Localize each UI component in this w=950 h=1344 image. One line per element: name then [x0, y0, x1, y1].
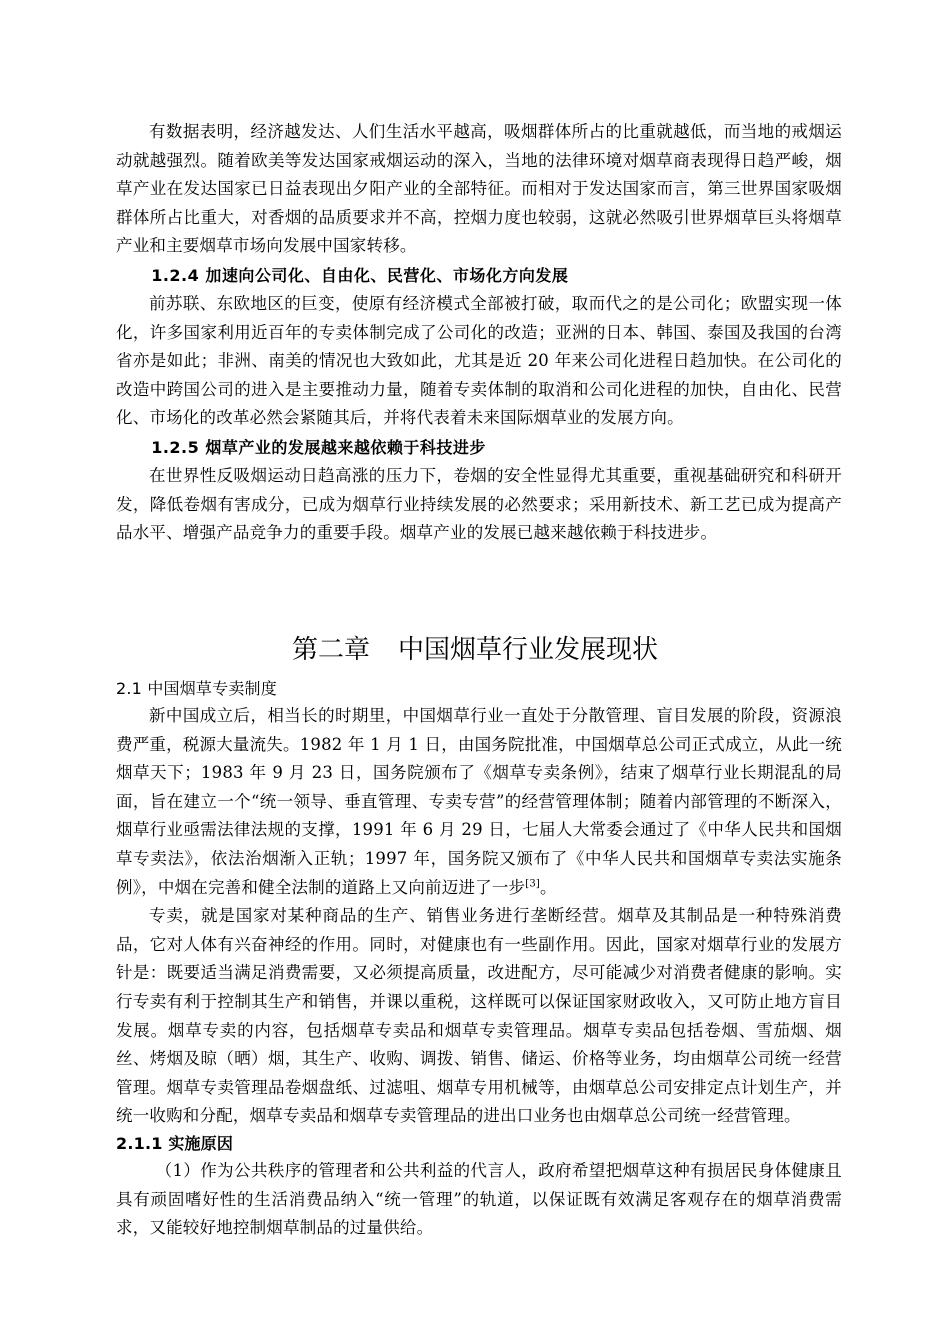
paragraph-monopoly-history-text: 新中国成立后，相当长的时期里，中国烟草行业一直处于分散管理、盲目发展的阶段，资源浪费严重，税源大量流失。1982 年 1 月 1 日，由国务院批准，中国烟草总公司正式成立，从此一统烟草天下；1983 年 9 月 23 日，国务院颁布了《烟草专卖条例》，结束了烟草行业长期混乱的局面，旨在建立一个“统一领导、垂直管理、专卖专营”的经营管理体制；随着内部管理的不断深入，烟草行业亟需法律法规的支撑，1991 年 6 月 29 日，七届人大常委会通过了《中华人民共和国烟草专卖法》，依法治烟渐入正轨；1997 年，国务院又颁布了《中华人民共和国烟草专卖法实施条例》，中烟在完善和健全法制的道路上又向前迈进了一步 [116, 706, 843, 897]
section-2-1-content [116, 676, 842, 1243]
chapter-title [0, 630, 950, 670]
heading-2-1: 2.1 中国烟草专卖制度 [116, 679, 277, 698]
paragraph-monopoly-definition: 专卖，就是国家对某种商品的生产、销售业务进行垄断经营。烟草及其制品是一种特殊消费品，它对人体有兴奋神经的作用。同时，对健康也有一些副作用。因此，国家对烟草行业的发展方针是：既要适当满足消费需要，又必须提高质量，改进配方，尽可能减少对消费者健康的影响。实行专卖有利于控制其生产和销售，并课以重税，这样既可以保证国家财政收入，又可防止地方盲目发展。烟草专卖的内容，包括烟草专卖品和烟草专卖管理品。烟草专卖品包括卷烟、雪茄烟、烟丝、烤烟及晾（晒）烟，其生产、收购、调拨、销售、储运、价格等业务，均由烟草公司统一经营管理。烟草专卖管理品卷烟盘纸、过滤咀、烟草专用机械等，由烟草总公司安排定点计划生产，并统一收购和分配，烟草专卖品和烟草专卖管理品的进出口业务也由烟草总公司统一经营管理。 [116, 906, 842, 1126]
heading-1-2-5: 1.2.5 烟草产业的发展越来越依赖于科技进步 [151, 437, 486, 457]
paragraph-developed-countries: 有数据表明，经济越发达、人们生活水平越高，吸烟群体所占的比重就越低，而当地的戒烟运动就越强烈。随着欧美等发达国家戒烟运动的深入，当地的法律环境对烟草商表现得日趋严峻，烟草产业在发达国家已日益表现出夕阳产业的全部特征。而相对于发达国家而言，第三世界国家吸烟群体所占比重大，对香烟的品质要求并不高，控烟力度也较弱，这就必然吸引世界烟草巨头将烟草产业和主要烟草市场向发展中国家转移。 [116, 122, 842, 256]
paragraph-monopoly-history [116, 702, 842, 902]
citation-reference: [3] [525, 878, 541, 890]
paragraph-technology: 在世界性反吸烟运动日趋高涨的压力下，卷烟的安全性显得尤其重要，重视基础研究和科研开发，降低卷烟有害成分，已成为烟草行业持续发展的必然要求；采用新技术、新工艺已成为提高产品水平、增强产品竞争力的重要手段。烟草产业的发展已越来越依赖于科技进步。 [116, 465, 842, 543]
section-1-2-content [116, 118, 842, 548]
chapter-number: 第二章 [291, 635, 370, 665]
paragraph-reason-1: （1）作为公共秩序的管理者和公共利益的代言人，政府希望把烟草这种有损居民身体健康且具有顽固嗜好性的生活消费品纳入“统一管理”的轨道，以保证既有效满足客观存在的烟草消费需求，又能较好地控制烟草制品的过量供给。 [116, 1160, 842, 1238]
paragraph-end-mark: 。 [540, 877, 557, 897]
chapter-name: 中国烟草行业发展现状 [398, 635, 659, 665]
heading-2-1-1: 2.1.1 实施原因 [116, 1133, 234, 1153]
paragraph-corporatization: 前苏联、东欧地区的巨变，使原有经济模式全部被打破，取而代之的是公司化；欧盟实现一体化，许多国家利用近百年的专卖体制完成了公司化的改造；亚洲的日本、韩国、泰国及我国的台湾省亦是如此；非洲、南美的情况也大致如此，尤其是近 20 年来公司化进程日趋加快。在公司化的改造中跨国公司的进入是主要推动力量，随着专卖体制的取消和公司化进程的加快，自由化、民营化、市场化的改革必然会紧随其后，并将代表着未来国际烟草业的发展方向。 [116, 293, 842, 428]
heading-1-2-4: 1.2.4 加速向公司化、自由化、民营化、市场化方向发展 [151, 265, 569, 285]
